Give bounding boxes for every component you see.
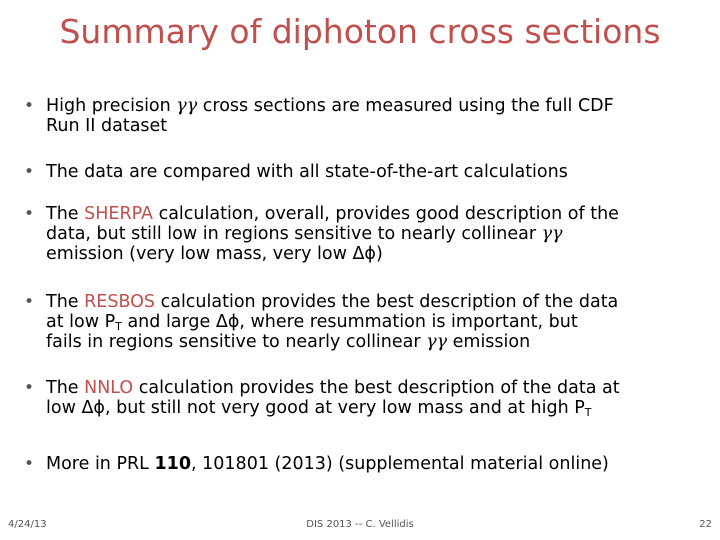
bullet-dot-icon: • bbox=[24, 96, 35, 116]
bullet-dot-icon: • bbox=[24, 292, 35, 312]
footer-page-number: 22 bbox=[699, 519, 712, 530]
bullet-text bbox=[46, 162, 712, 182]
bullet-line: The NNLO calculation provides the best description of the data at bbox=[46, 378, 620, 398]
bullet-line: More in PRL 110, 101801 (2013) (supplemental material online) bbox=[46, 454, 609, 474]
footer-date: 4/24/13 bbox=[8, 519, 47, 530]
bullet-dot-icon: • bbox=[24, 378, 35, 398]
bullet-line: data, but still low in regions sensitive to nearly collinear γγ bbox=[46, 224, 563, 244]
bullet-line: fails in regions sensitive to nearly collinear γγ emission bbox=[46, 332, 531, 352]
bullet-dot-icon: • bbox=[24, 454, 35, 474]
nnlo-label: NNLO bbox=[84, 378, 134, 398]
bullet-dot-icon: • bbox=[24, 162, 35, 182]
bullet-line: The RESBOS calculation provides the best description of the data bbox=[46, 292, 619, 312]
bullet-line: emission (very low mass, very low Δϕ) bbox=[46, 244, 383, 264]
resbos-label: RESBOS bbox=[84, 292, 156, 312]
bullet-text bbox=[46, 378, 712, 418]
bullet-line: High precision γγ cross sections are measured using the full CDF bbox=[46, 96, 614, 116]
footer-presenter: DIS 2013 -- C. Vellidis bbox=[306, 519, 414, 530]
bullet-line: The data are compared with all state-of-the-art calculations bbox=[46, 162, 568, 182]
bullet-line: low Δϕ, but still not very good at very low mass and at high $P_T$ bbox=[46, 398, 592, 419]
bullet-line: at low $P_T$ and large Δϕ, where resummation is important, but bbox=[46, 312, 578, 333]
bullet-text bbox=[46, 454, 712, 474]
bullet-line: Run II dataset bbox=[46, 116, 168, 136]
sherpa-label: SHERPA bbox=[84, 204, 154, 224]
bullet-line: The SHERPA calculation, overall, provides good description of the bbox=[46, 204, 619, 224]
slide-title: Summary of diphoton cross sections bbox=[59, 12, 661, 51]
bullet-text bbox=[46, 292, 712, 352]
bullet-text bbox=[46, 204, 712, 264]
bullet-text bbox=[46, 96, 712, 136]
bullet-dot-icon: • bbox=[24, 204, 35, 224]
volume-number: 110 bbox=[154, 454, 192, 474]
